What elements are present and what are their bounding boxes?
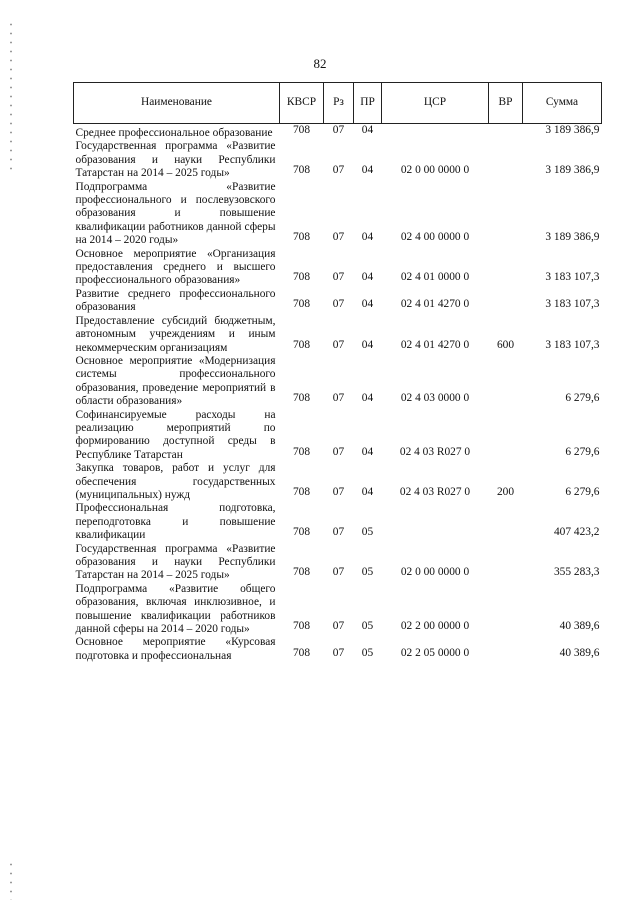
table-row: [74, 409, 602, 463]
row-kvsr: 708: [292, 646, 311, 659]
row-csr: 02 4 03 0000 0: [400, 392, 470, 405]
row-rz: 07: [332, 485, 345, 498]
row-sum: 3 189 386,9: [545, 231, 600, 244]
row-name: Государственная программа «Развитие образования и науки Республики Татарстан на 2014 – 2025 годы»: [75, 542, 276, 582]
header-rz: Рз: [324, 83, 354, 124]
row-pr: 05: [361, 566, 374, 579]
row-vr: [489, 124, 523, 141]
row-sum: 6 279,6: [565, 445, 600, 458]
row-sum: 3 183 107,3: [545, 271, 600, 284]
row-kvsr: 708: [292, 271, 311, 284]
row-vr: [489, 355, 523, 409]
header-vr: ВР: [489, 83, 523, 124]
row-kvsr: 708: [292, 620, 311, 633]
row-vr: [489, 181, 523, 248]
row-pr: 05: [361, 620, 374, 633]
row-sum: 355 283,3: [553, 566, 600, 579]
row-vr: [489, 583, 523, 637]
table-row: [74, 288, 602, 315]
row-kvsr: 708: [292, 231, 311, 244]
page-number: 82: [313, 56, 327, 71]
row-pr: 04: [361, 392, 374, 405]
row-sum: 3 189 386,9: [545, 124, 600, 136]
row-pr: 04: [361, 271, 374, 284]
row-sum: 6 279,6: [565, 392, 600, 405]
table-row: [74, 583, 602, 637]
row-vr: 200: [496, 485, 515, 498]
header-csr: ЦСР: [382, 83, 489, 124]
row-pr: 04: [361, 338, 374, 351]
row-name: Основное мероприятие «Организация предоставления среднего и высшего профессионального образования»: [75, 247, 276, 287]
row-sum: 3 183 107,3: [545, 338, 600, 351]
row-kvsr: 708: [292, 338, 311, 351]
row-rz: 07: [332, 231, 345, 244]
row-csr: 02 4 00 0000 0: [400, 231, 470, 244]
row-name: Подпрограмма «Развитие общего образования, включая инклюзивное, и повышение квалификации работников данной сферы на 2014 – 2020 годы»: [75, 582, 276, 636]
table-row: [74, 124, 602, 141]
row-rz: 07: [332, 164, 345, 177]
row-name: Основное мероприятие «Модернизация системы профессионального образования, проведение мероприятий в области образования»: [75, 354, 276, 408]
row-sum: 407 423,2: [553, 526, 600, 539]
row-kvsr: 708: [292, 526, 311, 539]
row-csr: 02 0 00 0000 0: [400, 566, 470, 579]
row-vr: [489, 502, 523, 542]
header-name: Наименование: [74, 83, 280, 124]
row-vr: 600: [496, 338, 515, 351]
row-csr: 02 2 05 0000 0: [400, 646, 470, 659]
row-pr: 04: [361, 164, 374, 177]
row-pr: 05: [361, 526, 374, 539]
row-name: Подпрограмма «Развитие профессионального и послевузовского образования и повышение квалификации работников данной сферы на 2014 – 2020 годы»: [75, 180, 276, 247]
margin-dots-lower: [10, 860, 12, 900]
row-rz: 07: [332, 620, 345, 633]
row-csr: 02 4 01 0000 0: [400, 271, 470, 284]
row-rz: 07: [332, 338, 345, 351]
row-pr: 05: [361, 646, 374, 659]
row-vr: [489, 248, 523, 288]
header-kvsr: КВСР: [280, 83, 324, 124]
row-name: Государственная программа «Развитие образования и науки Республики Татарстан на 2014 – 2025 годы»: [75, 140, 276, 180]
row-rz: 07: [332, 526, 345, 539]
row-kvsr: 708: [292, 164, 311, 177]
row-pr: 04: [361, 298, 374, 311]
row-name: Софинансируемые расходы на реализацию мероприятий по формированию доступной среды в Республике Татарстан: [75, 408, 276, 461]
table-row: [74, 315, 602, 355]
row-csr: 02 4 03 R027 0: [399, 445, 471, 458]
row-sum: 6 279,6: [565, 485, 600, 498]
table-row: [74, 502, 602, 542]
row-vr: [489, 543, 523, 583]
row-csr: [382, 124, 489, 141]
margin-dots: [10, 20, 12, 170]
table-row: [74, 248, 602, 288]
row-vr: [489, 636, 523, 663]
row-sum: 3 189 386,9: [545, 164, 600, 177]
budget-table: [73, 82, 602, 663]
row-rz: 07: [332, 124, 345, 136]
row-vr: [489, 140, 523, 180]
row-kvsr: 708: [292, 298, 311, 311]
row-name: Среднее профессиональное образование: [75, 127, 273, 139]
row-sum: 3 183 107,3: [545, 298, 600, 311]
table-row: [74, 355, 602, 409]
row-pr: 04: [361, 231, 374, 244]
row-rz: 07: [332, 392, 345, 405]
row-kvsr: 708: [292, 445, 311, 458]
header-pr: ПР: [354, 83, 382, 124]
row-csr: 02 4 03 R027 0: [399, 485, 471, 498]
row-csr: [382, 502, 489, 542]
row-kvsr: 708: [292, 124, 311, 136]
row-name: Предоставление субсидий бюджетным, автономным учреждениям и иным некоммерческим организациям: [75, 314, 276, 354]
row-vr: [489, 288, 523, 315]
row-kvsr: 708: [292, 392, 311, 405]
table-row: [74, 462, 602, 502]
row-pr: 04: [361, 485, 374, 498]
row-name: Развитие среднего профессионального образования: [75, 287, 276, 314]
row-pr: 04: [361, 445, 374, 458]
row-rz: 07: [332, 298, 345, 311]
row-csr: 02 4 01 4270 0: [400, 338, 470, 351]
table-header-row: [74, 83, 602, 124]
row-pr: 04: [361, 124, 374, 136]
row-name: Закупка товаров, работ и услуг для обеспечения государственных (муниципальных) нужд: [75, 462, 276, 501]
row-rz: 07: [332, 646, 345, 659]
header-sum: Сумма: [523, 83, 602, 124]
table-row: [74, 543, 602, 583]
row-rz: 07: [332, 566, 345, 579]
row-name: Основное мероприятие «Курсовая подготовка и профессиональная: [75, 636, 276, 662]
row-sum: 40 389,6: [559, 646, 600, 659]
row-rz: 07: [332, 445, 345, 458]
row-rz: 07: [332, 271, 345, 284]
table-row: [74, 181, 602, 248]
table-row: [74, 140, 602, 180]
row-name: Профессиональная подготовка, переподготовка и повышение квалификации: [75, 502, 276, 542]
row-sum: 40 389,6: [559, 620, 600, 633]
row-csr: 02 4 01 4270 0: [400, 298, 470, 311]
row-kvsr: 708: [292, 485, 311, 498]
row-vr: [489, 409, 523, 463]
row-csr: 02 0 00 0000 0: [400, 164, 470, 177]
table-row: [74, 636, 602, 663]
row-kvsr: 708: [292, 566, 311, 579]
row-csr: 02 2 00 0000 0: [400, 620, 470, 633]
